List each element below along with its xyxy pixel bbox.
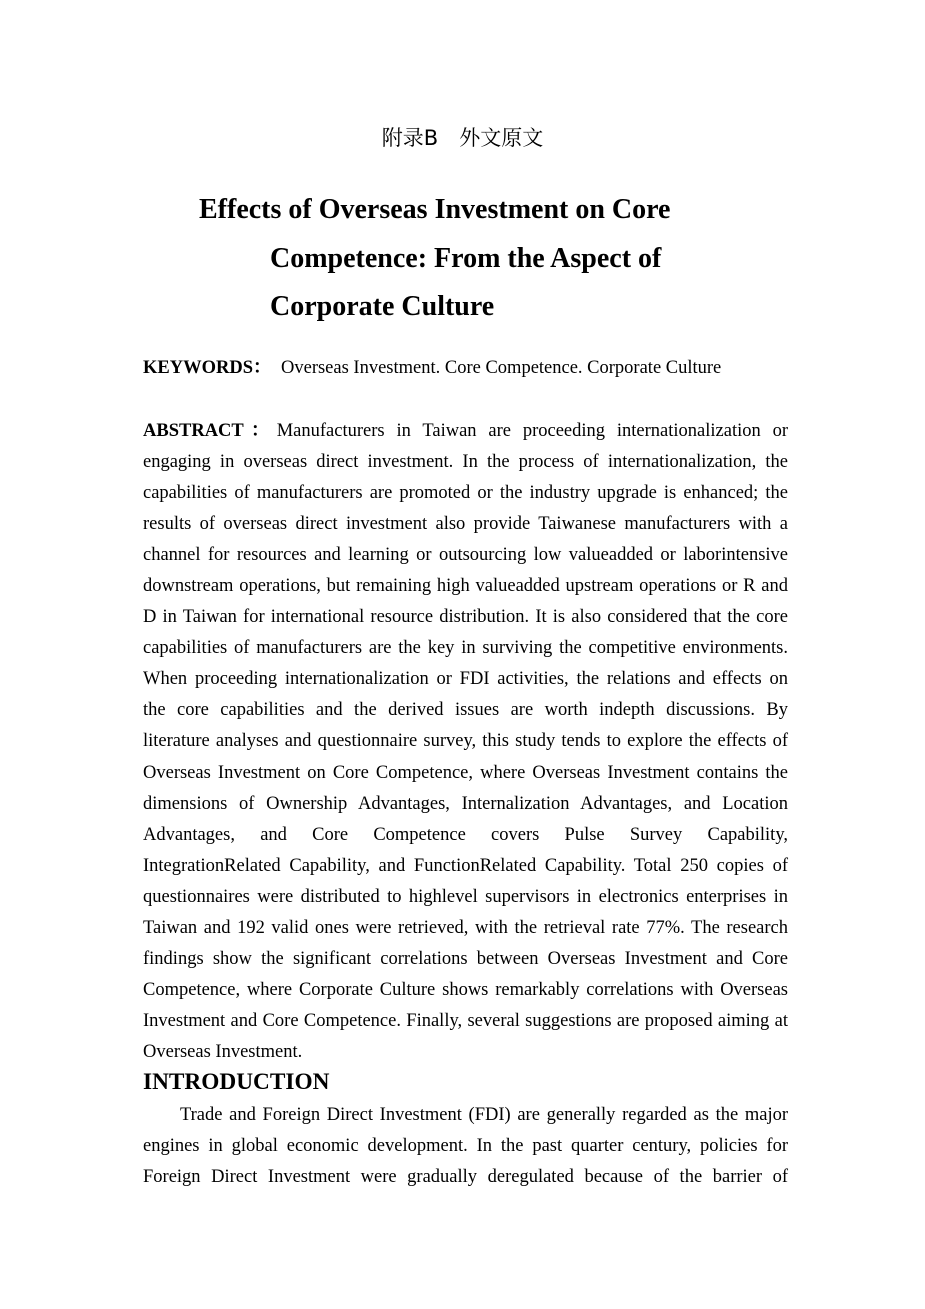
abstract-line: channel for resources and learning or outsourcing low valueadded or laborintensive <box>143 544 788 565</box>
abstract-line: Competence, where Corporate Culture shows remarkably correlations with Overseas <box>143 980 788 1001</box>
abstract-line: engaging in overseas direct investment. In the process of internationalization, the <box>143 451 788 472</box>
abstract-line-text: Manufacturers in Taiwan are proceeding internationalization or <box>276 420 788 441</box>
title-line: Corporate Culture <box>270 291 495 322</box>
introduction-heading: INTRODUCTION <box>143 1069 330 1095</box>
keywords <box>143 353 788 384</box>
abstract-line: the core capabilities and the derived issues are worth indepth discussions. By <box>143 700 788 721</box>
title-line: Effects of Overseas Investment on Core <box>199 194 671 225</box>
abstract-line: Overseas Investment on Core Competence, where Overseas Investment contains the <box>143 762 788 783</box>
abstract-line <box>143 416 788 447</box>
appendix-heading: 附录B 外文原文 <box>381 126 544 150</box>
paper-title <box>0 186 925 332</box>
abstract-line: questionnaires were distributed to highlevel supervisors in electronics enterprises in <box>143 886 788 907</box>
introduction-line: Foreign Direct Investment were gradually deregulated because of the barrier of <box>143 1166 788 1187</box>
abstract-line: dimensions of Ownership Advantages, Internalization Advantages, and Location <box>143 793 788 814</box>
abstract-line: D in Taiwan for international resource distribution. It is also considered that the core <box>143 607 788 628</box>
abstract-line: Advantages, and Core Competence covers Pulse Survey Capability, <box>143 824 788 845</box>
title-line: Competence: From the Aspect of <box>270 242 662 274</box>
abstract-line: Overseas Investment. <box>143 1042 303 1063</box>
introduction-line: engines in global economic development. In the past quarter century, policies for <box>143 1135 788 1156</box>
abstract-line: When proceeding internationalization or FDI activities, the relations and effects on <box>143 669 788 690</box>
keywords-label: KEYWORDS： <box>143 358 272 378</box>
abstract-line: Taiwan and 192 valid ones were retrieved, with the retrieval rate 77%. The research <box>143 918 788 938</box>
abstract-line: Investment and Core Competence. Finally, several suggestions are proposed aiming at <box>143 1011 788 1032</box>
abstract-line: results of overseas direct investment also provide Taiwanese manufacturers with a <box>143 513 788 534</box>
keywords-value: Overseas Investment. Core Competence. Corporate Culture <box>281 358 722 378</box>
abstract-line: IntegrationRelated Capability, and FunctionRelated Capability. Total 250 copies of <box>143 855 788 876</box>
abstract-line: findings show the significant correlations between Overseas Investment and Core <box>143 949 788 970</box>
abstract <box>143 416 788 1069</box>
abstract-line: literature analyses and questionnaire survey, this study tends to explore the effects of <box>143 731 788 752</box>
abstract-line: capabilities of manufacturers are promoted or the industry upgrade is enhanced; the <box>143 482 788 503</box>
abstract-line: capabilities of manufacturers are the key in surviving the competitive environments. <box>143 638 788 659</box>
abstract-label: ABSTRACT： <box>143 420 277 441</box>
abstract-line: downstream operations, but remaining high valueadded upstream operations or R and <box>143 575 788 596</box>
introduction-line: Trade and Foreign Direct Investment (FDI) are generally regarded as the major <box>180 1104 788 1125</box>
introduction-paragraph <box>143 1100 788 1193</box>
